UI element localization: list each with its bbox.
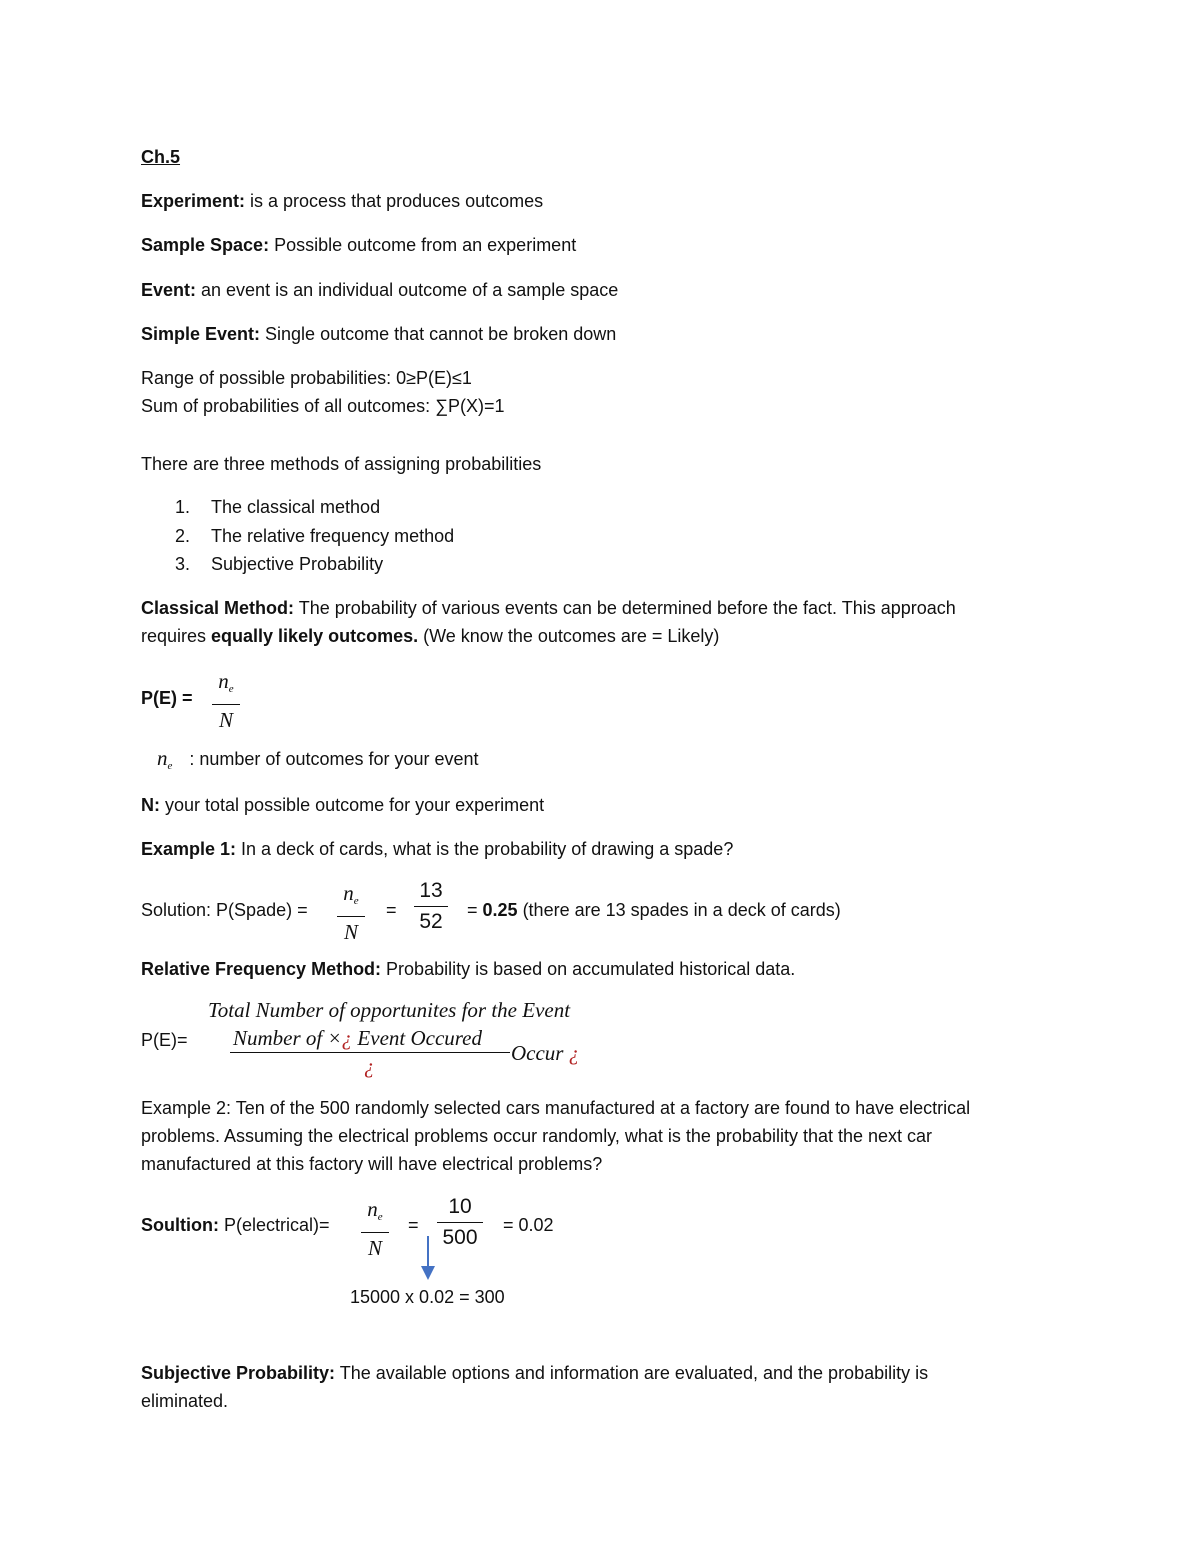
formula-pe-lhs: P(E) = <box>141 688 193 708</box>
solution-2-equals: = <box>408 1215 419 1235</box>
list-item: The relative frequency method <box>211 526 455 546</box>
list-item-number: 3. <box>175 554 191 574</box>
classical-line-2: requires equally likely outcomes. (We know the outcomes are = Likely) <box>141 626 720 646</box>
classical-line-1: Classical Method: The probability of various events can be determined before the fact. This approach <box>141 598 956 618</box>
solution-2-fraction-1: $n_e$ N <box>361 1196 389 1261</box>
formula-rel-lhs: P(E)= <box>141 1030 188 1050</box>
page-title: Ch.5 <box>141 147 181 167</box>
ne-definition: $n_e$ : number of outcomes for your event <box>157 746 479 772</box>
formula-rel-right: Occur ¿ <box>511 1041 580 1065</box>
list-item-number: 1. <box>175 497 191 517</box>
formula-rel-top: Total Number of opportunites for the Event <box>208 998 571 1022</box>
solution-1-lhs: Solution: P(Spade) = <box>141 900 308 920</box>
relative-frequency-def: Relative Frequency Method: Probability is based on accumulated historical data. <box>141 959 796 979</box>
range-line: Range of possible probabilities: 0≥P(E)≤1 <box>141 368 472 388</box>
formula-rel-mid: Number of ×¿ Event Occured <box>233 1026 482 1050</box>
formula-pe-fraction: $n_e$ N <box>212 668 240 733</box>
solution-1-fraction-1: $n_e$ N <box>337 880 365 945</box>
example-2-line-2: problems. Assuming the electrical problems occur randomly, what is the probability that the next car <box>141 1126 933 1146</box>
solution-1-fraction-2: 13 52 <box>414 878 448 935</box>
N-definition: N: your total possible outcome for your experiment <box>141 795 545 815</box>
solution-2-rhs: = 0.02 <box>503 1215 554 1235</box>
sum-line: Sum of probabilities of all outcomes: ∑P(X)=1 <box>141 396 505 416</box>
solution-2-fraction-2: 10 500 <box>437 1194 483 1251</box>
formula-rel-fraction-bar <box>230 1052 510 1053</box>
example-2-line-3: manufactured at this factory will have electrical problems? <box>141 1154 603 1174</box>
list-item-number: 2. <box>175 526 191 546</box>
solution-1-equals: = <box>386 900 397 920</box>
solution-2-calc: 15000 x 0.02 = 300 <box>350 1287 505 1307</box>
def-event: Event: an event is an individual outcome of a sample space <box>141 280 619 300</box>
list-item: Subjective Probability <box>211 554 384 574</box>
example-2-line-1: Example 2: Ten of the 500 randomly selected cars manufactured at a factory are found to have electrical <box>141 1098 971 1118</box>
def-experiment: Experiment: is a process that produces outcomes <box>141 191 544 211</box>
solution-1-rhs: = 0.25 (there are 13 spades in a deck of cards) <box>467 900 841 920</box>
subjective-line-2: eliminated. <box>141 1391 229 1411</box>
formula-rel-bottom: ¿ <box>364 1054 375 1078</box>
subjective-line-1: Subjective Probability: The available options and information are evaluated, and the probability is <box>141 1363 929 1383</box>
list-item: The classical method <box>211 497 381 517</box>
methods-intro: There are three methods of assigning probabilities <box>141 454 542 474</box>
example-1: Example 1: In a deck of cards, what is the probability of drawing a spade? <box>141 839 734 859</box>
def-sample-space: Sample Space: Possible outcome from an experiment <box>141 235 577 255</box>
solution-2-lhs: Soultion: P(electrical)= <box>141 1215 330 1235</box>
def-simple-event: Simple Event: Single outcome that cannot be broken down <box>141 324 617 344</box>
down-arrow-icon <box>418 1236 442 1282</box>
